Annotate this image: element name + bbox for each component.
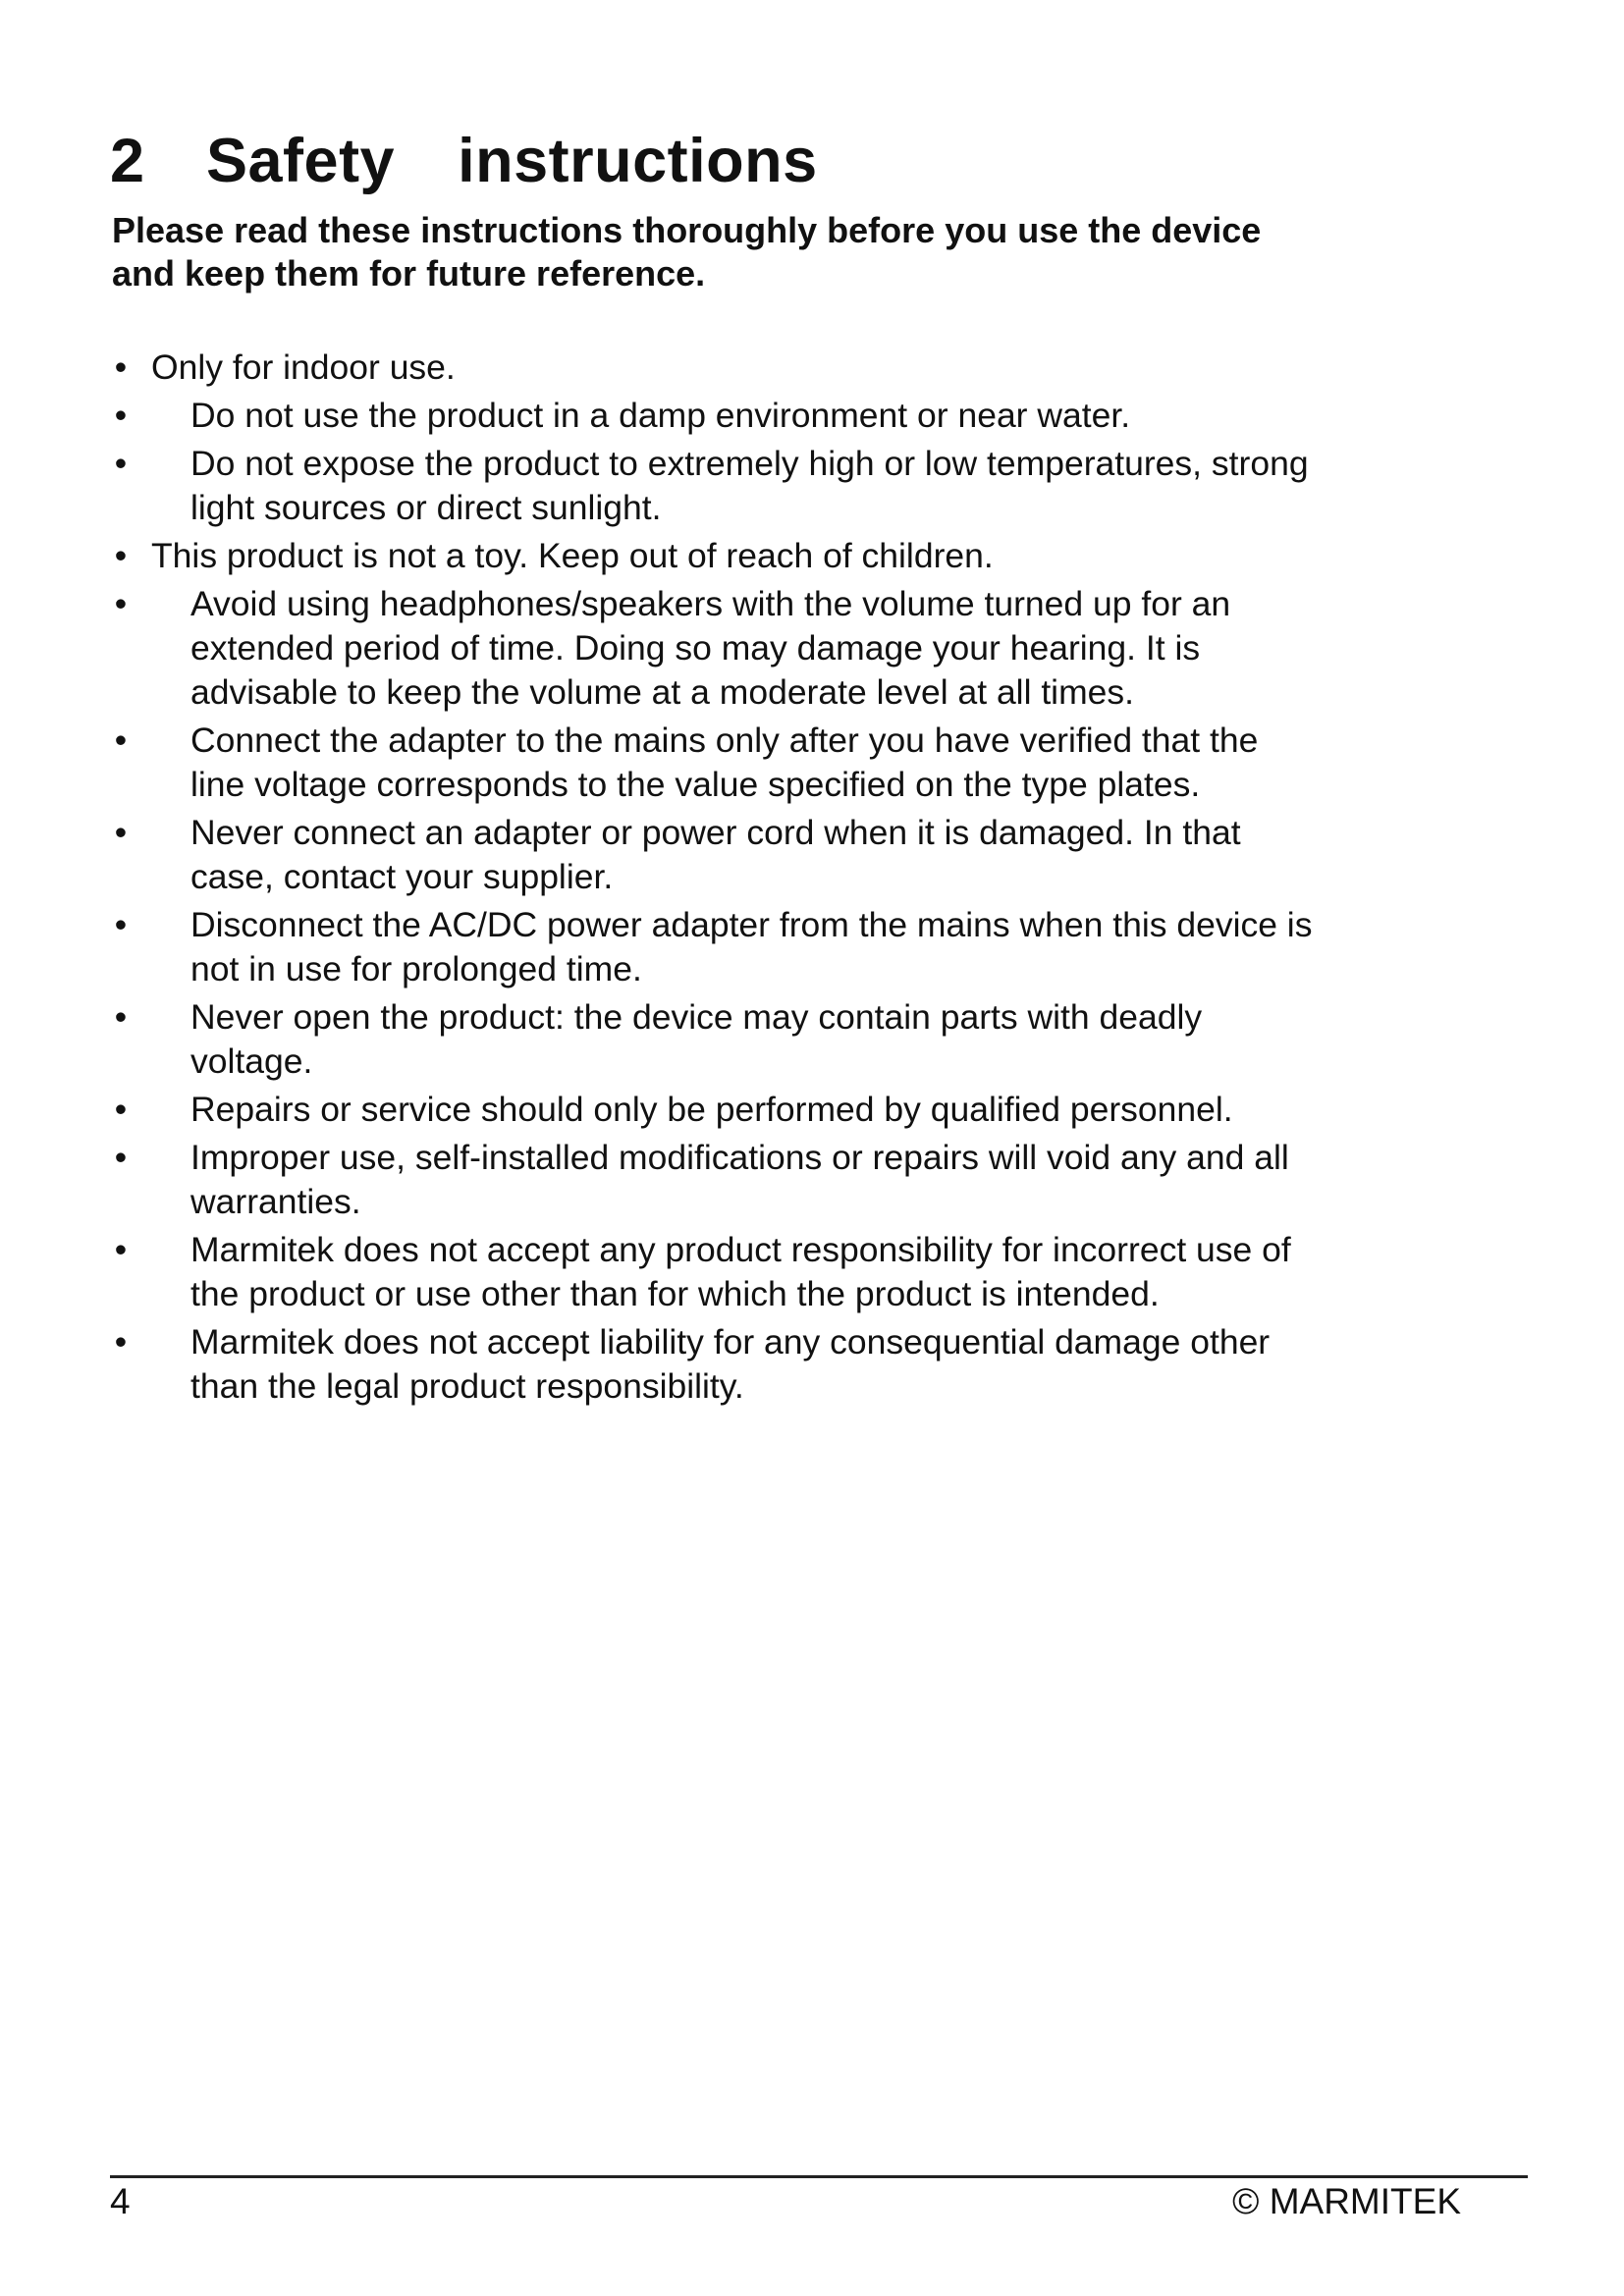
list-item [0,719,1624,807]
list-item-text [190,903,1496,991]
bullet-icon: • [114,1090,128,1129]
section-number: 2 [110,127,145,195]
list-item-text [190,811,1496,899]
intro-line-2: and keep them for future reference. [112,253,706,294]
section-title-word-2: instructions [458,127,818,195]
section-title-word-1: Safety [206,127,396,195]
list-item [0,394,1624,438]
list-item-line: extended period of time. Doing so may damage your hearing. It is [190,628,1201,667]
copyright-notice: © MARMITEK [1232,2181,1461,2221]
list-item-line: case, contact your supplier. [190,857,614,896]
list-item-line: Marmitek does not accept any product responsibility for incorrect use of [190,1230,1291,1269]
list-item-line: than the legal product responsibility. [190,1366,744,1406]
list-item-text [190,442,1496,530]
list-item [0,811,1624,899]
footer-divider [110,2175,1528,2178]
intro-line-1: Please read these instructions thoroughly before you use the device [112,210,1262,250]
list-item [0,534,1624,578]
bullet-icon: • [114,721,128,760]
list-item-text [190,582,1496,715]
list-item-line: advisable to keep the volume at a moderate level at all times. [190,672,1134,712]
list-item-text [190,1136,1496,1224]
list-item-line: Never open the product: the device may contain parts with deadly [190,997,1203,1037]
bullet-icon: • [114,444,128,483]
list-item-text [190,1228,1496,1316]
list-item-line: Marmitek does not accept liability for any consequential damage other [190,1322,1271,1362]
list-item [0,582,1624,715]
list-item [0,903,1624,991]
list-item-line: Connect the adapter to the mains only after you have verified that the [190,721,1259,760]
list-item-line: Do not use the product in a damp environment or near water. [190,396,1131,435]
list-item-text [190,1088,1496,1132]
intro-paragraph [112,209,1467,295]
list-item-line: not in use for prolonged time. [190,949,642,988]
list-item-line: Repairs or service should only be performed by qualified personnel. [190,1090,1233,1129]
bullet-icon: • [114,1322,128,1362]
list-item-line: warranties. [190,1182,361,1221]
list-item [0,1136,1624,1224]
page-number: 4 [110,2181,131,2221]
bullet-icon: • [114,997,128,1037]
list-item-line: light sources or direct sunlight. [190,488,662,527]
list-item-line: the product or use other than for which the product is intended. [190,1274,1160,1313]
bullet-icon: • [114,1230,128,1269]
list-item-line: Disconnect the AC/DC power adapter from the mains when this device is [190,905,1313,944]
list-item-line: voltage. [190,1041,313,1081]
list-item [0,1088,1624,1132]
bullet-icon: • [114,1138,128,1177]
list-item-text [190,995,1496,1084]
list-item [0,346,1624,390]
list-item-line: line voltage corresponds to the value specified on the type plates. [190,765,1201,804]
bullet-icon: • [114,347,128,387]
list-item-line: Never connect an adapter or power cord when it is damaged. In that [190,813,1241,852]
list-item-text [190,1320,1496,1409]
bullet-icon: • [114,584,128,623]
list-item-line: Improper use, self-installed modifications or repairs will void any and all [190,1138,1289,1177]
list-item-line: Avoid using headphones/speakers with the volume turned up for an [190,584,1231,623]
list-item-text [151,346,1457,390]
list-item [0,442,1624,530]
list-item [0,995,1624,1084]
section-heading [110,124,818,198]
bullet-icon: • [114,536,128,575]
list-item-line: Only for indoor use. [151,347,456,387]
list-item [0,1228,1624,1316]
list-item-text [151,534,1457,578]
list-item-line: This product is not a toy. Keep out of reach of children. [151,536,994,575]
list-item-text [190,719,1496,807]
list-item-text [190,394,1496,438]
list-item [0,1320,1624,1409]
bullet-icon: • [114,905,128,944]
bullet-icon: • [114,396,128,435]
bullet-icon: • [114,813,128,852]
list-item-line: Do not expose the product to extremely high or low temperatures, strong [190,444,1309,483]
safety-instructions-list [0,346,1624,1413]
